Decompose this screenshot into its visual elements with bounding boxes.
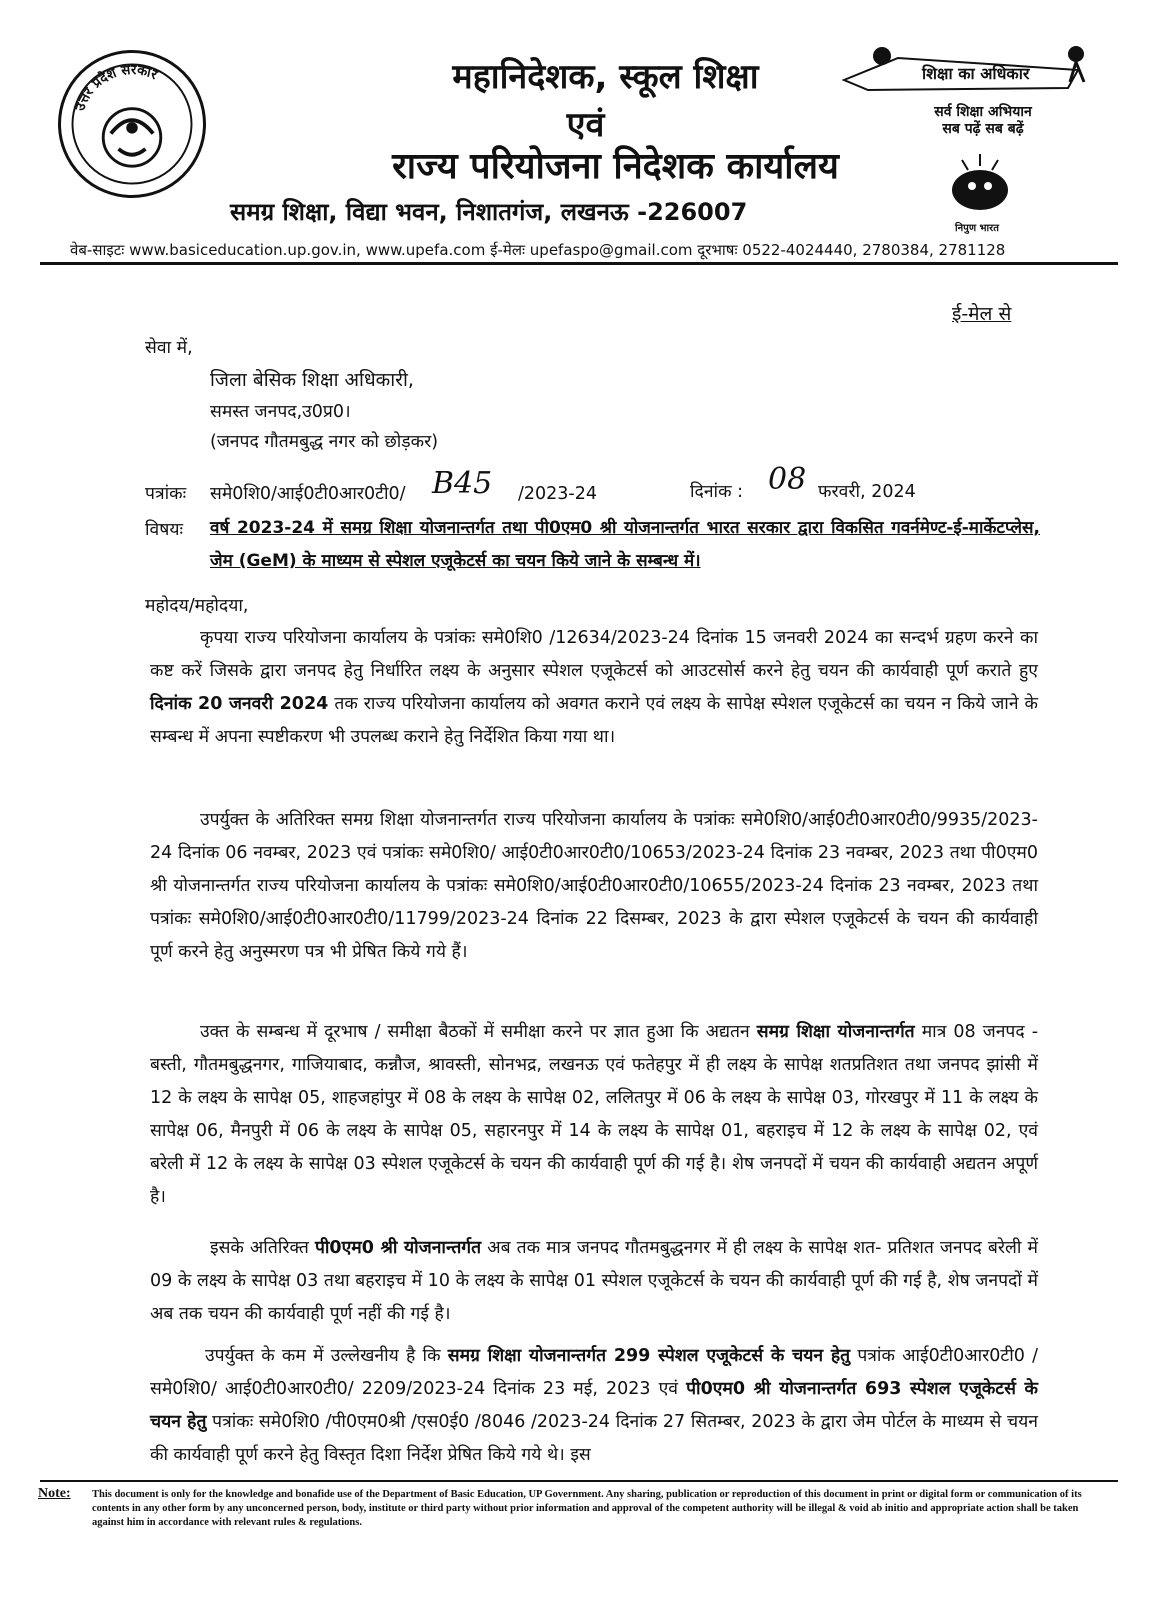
ref-label: पत्रांकः [145, 484, 187, 504]
header-address: समग्र शिक्षा, विद्या भवन, निशातगंज, लखनऊ -226007 [230, 198, 748, 226]
right-logo-text: शिक्षा का अधिकार [922, 64, 1030, 83]
para1-text-b: तक राज्य परियोजना कार्यालय को अवगत कराने एवं लक्ष्य के सापेक्ष स्पेशल एजूकेटर्स का चयन न किये जाने के सम्बन्ध में अपना स्पष्टीकरण भी उपलब्ध कराने हेतु निर्देशित किया गया था। [150, 694, 1038, 747]
footer-note-label: Note: [38, 1486, 71, 1501]
para1-text-a: कृपया राज्य परियोजना कार्यालय के पत्रांकः समे0शि0 /12634/2023-24 दिनांक 15 जनवरी 2024 का सन्दर्भ ग्रहण करने का कष्ट करें जिसके द्वारा जनपद हेतु निर्धारित लक्ष्य के अनुसार स्पेशल एजूकेटर्स को आउटसोर्स करने हेतु चयन की कार्यवाही पूर्ण कराते हुए [150, 628, 1038, 681]
subject-text: वर्ष 2023-24 में समग्र शिक्षा योजनान्तर्गत तथा पी0एम0 श्री योजनान्तर्गत भारत सरकार द्वारा विकसित गवर्नमेण्ट-ई-मार्केटप्लेस, जेम (GeM) के माध्यम से स्पेशल एजूकेटर्स का चयन किये जाने के सम्बन्ध में। [210, 518, 1040, 571]
paragraph-4 [150, 1232, 1038, 1331]
para3-text-a: उक्त के सम्बन्ध में दूरभाष / समीक्षा बैठकों में समीक्षा करने पर ज्ञात हुआ कि अद्यतन [200, 1022, 757, 1042]
para5-bold2: पी0एम0 श्री योजनान्तर्गत 693 स्पेशल एजूकेटर्स के चयन हेतु [150, 1379, 1038, 1432]
para4-text-b: अब तक मात्र जनपद गौतमबुद्धनगर में ही लक्ष्य के सापेक्ष शत- प्रतिशत जनपद बरेली में 09 के लक्ष्य के सापेक्ष 03 तथा बहराइच में 10 के लक्ष्य के सापेक्ष 01 स्पेशल एजूकेटर्स के चयन की कार्यवाही पूर्ण की गई है, शेष जनपदों में अब तक चयन की कार्यवाही पूर्ण नहीं की गई है। [150, 1238, 1038, 1324]
header-divider [40, 262, 1118, 265]
date-label: दिनांक : [690, 482, 743, 502]
footer-divider [40, 1480, 1118, 1482]
ref-prefix: समे0शि0/आई0टी0आर0टी0/ [210, 484, 406, 504]
para4-bold: पी0एम0 श्री योजनान्तर्गत [314, 1238, 482, 1258]
addressee-line3: (जनपद गौतमबुद्ध नगर को छोड़कर) [210, 432, 439, 452]
paragraph-5 [150, 1340, 1038, 1472]
header-contact: वेब-साइटः www.basiceducation.up.gov.in, www.upefa.com ई-मेलः upefaspo@gmail.com दूरभाषः 0522-4024440, 2780384, 2781128 [70, 241, 1006, 259]
by-email-label: ई-मेल से [952, 303, 1012, 325]
paragraph-3 [150, 1016, 1038, 1214]
nipun-label: निपुण भारत [955, 223, 999, 234]
para5-bold1: समग्र शिक्षा योजनान्तर्गत 299 स्पेशल एजूकेटर्स के चयन हेतु [447, 1346, 851, 1366]
para4-text-a: इसके अतिरिक्त [210, 1238, 315, 1258]
subject-label: विषयः [145, 520, 184, 540]
header-title-line2: एवं [566, 105, 605, 145]
svg-text:उत्तर प्रदेश सरकार: उत्तर प्रदेश सरकार [73, 62, 160, 113]
nipun-bharat-logo [940, 150, 1020, 220]
header-title-line1: महानिदेशक, स्कूल शिक्षा [452, 57, 759, 97]
para3-bold: समग्र शिक्षा योजनान्तर्गत [756, 1022, 915, 1042]
paragraph-1 [150, 622, 1038, 754]
para1-bold: दिनांक 20 जनवरी 2024 [150, 694, 329, 714]
addressee-line1: जिला बेसिक शिक्षा अधिकारी, [210, 369, 414, 391]
para5-text-c: पत्रांकः समे0शि0 /पी0एम0श्री /एस0ई0 /8046 /2023-24 दिनांक 27 सितम्बर, 2023 के द्वारा जेम पोर्टल के माध्यम से चयन की कार्यवाही पूर्ण करने हेतु विस्तृत दिशा निर्देश प्रेषित किये गये थे। इस [150, 1412, 1038, 1465]
header-title-line3: राज्य परियोजना निदेशक कार्यालय [392, 146, 839, 187]
para5-text-b: पत्रांक आई0टी0आर0टी0 /समे0शि0/ आई0टी0आर0टी0/ 2209/2023-24 दिनांक 23 मई, 2023 एवं [150, 1346, 1039, 1399]
ref-suffix: /2023-24 [518, 484, 598, 504]
addressee-salutation: सेवा में, [145, 338, 193, 358]
salutation: महोदय/महोदया, [145, 596, 249, 616]
ssa-tagline [928, 104, 1038, 138]
date-day-handwritten: 08 [768, 462, 807, 497]
para3-text-b: मात्र 08 जनपद - बस्ती, गौतमबुद्धनगर, गाजियाबाद, कन्नौज, श्रावस्ती, सोनभद्र, लखनऊ एवं फतेहपुर में ही लक्ष्य के सापेक्ष शतप्रतिशत तथा जनपद झांसी में 12 के लक्ष्य के सापेक्ष 05, शाहजहांपुर में 08 के लक्ष्य के सापेक्ष 02, ललितपुर में 06 के लक्ष्य के सापेक्ष 03, गोरखपुर में 11 के लक्ष्य के सापेक्ष 06, मैनपुरी में 06 के लक्ष्य के सापेक्ष 05, सहारनपुर में 14 के लक्ष्य के सापेक्ष 01, बहराइच में 12 के लक्ष्य के सापेक्ष 02, एवं बरेली में 12 के लक्ष्य के सापेक्ष 03 स्पेशल एजूकेटर्स के चयन की कार्यवाही पूर्ण की गई है। शेष जनपदों में चयन की कार्यवाही अद्यतन अपूर्ण है। [150, 1022, 1039, 1207]
paragraph-2: उपर्युक्त के अतिरिक्त समग्र शिक्षा योजनान्तर्गत राज्य परियोजना कार्यालय के पत्रांकः समे0शि0/आई0टी0आर0टी0/9935/2023-24 दिनांक 06 नवम्बर, 2023 एवं पत्रांकः समे0शि0/ आई0टी0आर0टी0/10653/2023-24 दिनांक 23 नवम्बर, 2023 तथा पी0एम0 श्री योजनान्तर्गत राज्य परियोजना कार्यालय के पत्रांकः समे0शि0/आई0टी0आर0टी0/10655/2023-24 दिनांक 23 नवम्बर, 2023 तथा पत्रांकः समे0शि0/आई0टी0आर0टी0/11799/2023-24 दिनांक 22 दिसम्बर, 2023 के द्वारा स्पेशल एजूकेटर्स के चयन की कार्यवाही पूर्ण करने हेतु अनुस्मरण पत्र भी प्रेषित किये गये हैं। [150, 810, 1038, 962]
addressee-line2: समस्त जनपद,उ0प्र0। [210, 402, 351, 422]
ref-number-handwritten: B45 [432, 466, 493, 501]
footer-note-text: This document is only for the knowledge and bonafide use of the Department of Basic Education, UP Government. Any sharing, publication or reproduction of this document in print or digital form or communication of its contents in any other form by any unconcerned person, body, institute or third party without prior information and approval of the competent authority will be illegal & void ab initio and appropriate action shall be taken against him in accordance with relevant rules & regulations. [92, 1489, 1082, 1528]
para5-text-a: उपर्युक्त के कम में उल्लेखनीय है कि [205, 1346, 448, 1366]
ssa-line1: सर्व शिक्षा अभियान [934, 104, 1032, 120]
ssa-line2: सब पढ़ें सब बढ़ें [942, 121, 1024, 137]
date-rest: फरवरी, 2024 [818, 482, 916, 502]
